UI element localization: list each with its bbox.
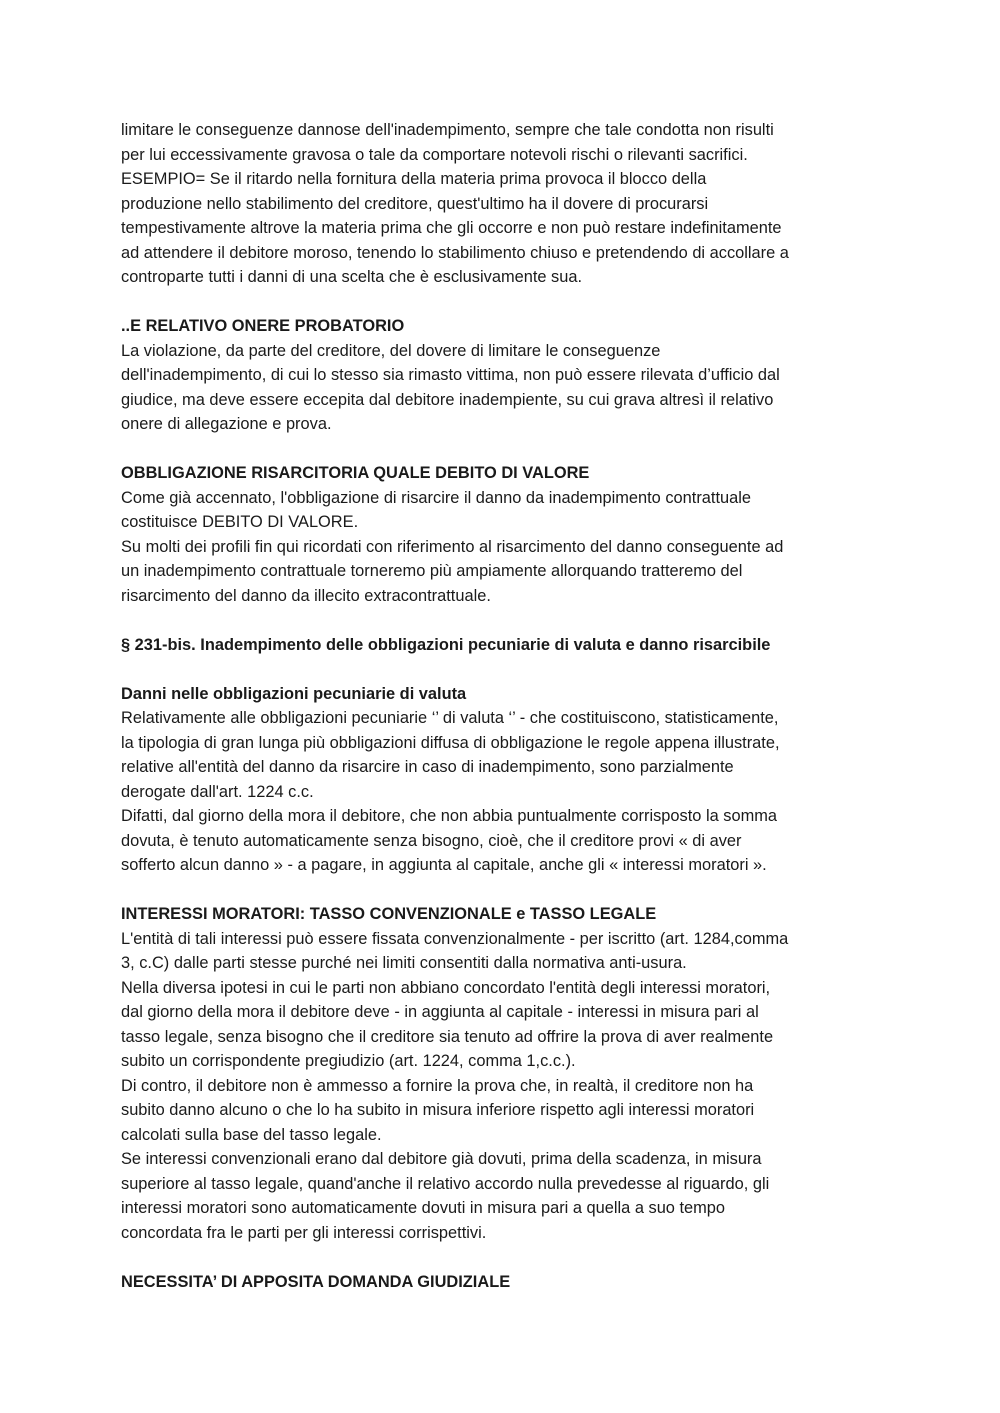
body-text-line: onere di allegazione e prova. [121, 415, 332, 433]
section-heading: § 231-bis. Inadempimento delle obbligazioni pecuniarie di valuta e danno risarcibile [121, 635, 771, 654]
body-text-line: calcolati sulla base del tasso legale. [121, 1125, 382, 1144]
body-text-line: derogate dall'art. 1224 c.c. [121, 782, 314, 801]
body-text-line: tasso legale, senza bisogno che il creditore sia tenuto ad offrire la prova di aver realmente [121, 1027, 774, 1046]
paragraph-gap [121, 290, 891, 315]
body-text-line: dell'inadempimento, di cui lo stesso sia rimasto vittima, non può essere rilevata d’ufficio dal [121, 366, 780, 384]
body-text-line: giudice, ma deve essere eccepita dal debitore inadempiente, su cui grava altresì il relativo [121, 390, 774, 409]
section-heading: INTERESSI MORATORI: TASSO CONVENZIONALE e TASSO LEGALE [121, 905, 657, 923]
paragraph-gap [121, 1245, 891, 1270]
body-text-line: controparte tutti i danni di una scelta che è esclusivamente sua. [121, 268, 583, 286]
body-text-line: Di contro, il debitore non è ammesso a fornire la prova che, in realtà, il creditore non ha [121, 1076, 754, 1095]
body-text-line: Difatti, dal giorno della mora il debitore, che non abbia puntualmente corrisposto la somma [121, 807, 777, 825]
body-text-line: limitare le conseguenze dannose dell'inadempimento, sempre che tale condotta non risulti [121, 121, 774, 139]
paragraph-gap [121, 437, 891, 462]
body-text-line: ad attendere il debitore moroso, tenendo lo stabilimento chiuso e pretendendo di accollare a [121, 243, 789, 262]
body-text-line: dovuta, è tenuto automaticamente senza bisogno, cioè, che il creditore provi « di aver [121, 831, 742, 850]
body-text-line: un inadempimento contrattuale torneremo più ampiamente allorquando tratteremo del [121, 562, 743, 580]
body-text-line: produzione nello stabilimento del creditore, quest'ultimo ha il dovere di procurarsi [121, 194, 709, 213]
body-text-line: dal giorno della mora il debitore deve - in aggiunta al capitale - interessi in misura pari al [121, 1003, 759, 1021]
section-heading: NECESSITA’ DI APPOSITA DOMANDA GIUDIZIALE [121, 1272, 511, 1291]
paragraph-gap [121, 878, 891, 903]
body-text-line: Relativamente alle obbligazioni pecuniarie ‘’ di valuta ‘’ - che costituiscono, statisticamente, [121, 709, 779, 727]
paragraph-gap [121, 608, 891, 633]
body-text-line: Se interessi convenzionali erano dal debitore già dovuti, prima della scadenza, in misura [121, 1150, 762, 1168]
document-page [121, 118, 891, 1294]
body-text-line: per lui eccessivamente gravosa o tale da comportare notevoli rischi o rilevanti sacrifici. [121, 145, 748, 164]
body-text-line: Nella diversa ipotesi in cui le parti non abbiano concordato l'entità degli interessi moratori, [121, 978, 771, 997]
body-text-line: ESEMPIO= Se il ritardo nella fornitura della materia prima provoca il blocco della [121, 170, 707, 188]
body-text-line: superiore al tasso legale, quand'anche il relativo accordo nulla prevedesse al riguardo, gli [121, 1174, 770, 1193]
section-heading: Danni nelle obbligazioni pecuniarie di valuta [121, 684, 467, 703]
body-text-line: La violazione, da parte del creditore, del dovere di limitare le conseguenze [121, 341, 661, 360]
body-text-line: L'entità di tali interessi può essere fissata convenzionalmente - per iscritto (art. 1284,comma [121, 929, 789, 948]
body-text-line: relative all'entità del danno da risarcire in caso di inadempimento, sono parzialmente [121, 758, 734, 776]
body-text-line: tempestivamente altrove la materia prima che gli occorre e non può restare indefinitamente [121, 219, 782, 237]
body-text-line: subito un corrispondente pregiudizio (art. 1224, comma 1,c.c.). [121, 1052, 576, 1070]
paragraph-gap [121, 657, 891, 682]
body-text-line: sofferto alcun danno » - a pagare, in aggiunta al capitale, anche gli « interessi moratori ». [121, 856, 767, 874]
body-text-line: risarcimento del danno da illecito extracontrattuale. [121, 586, 491, 605]
body-text-line: interessi moratori sono automaticamente dovuti in misura pari a quella a suo tempo [121, 1199, 726, 1217]
body-text-line: la tipologia di gran lunga più obbligazioni diffusa di obbligazione le regole appena illustrate, [121, 733, 780, 752]
body-text-line: 3, c.C) dalle parti stesse purché nei limiti consentiti dalla normativa anti-usura. [121, 954, 687, 972]
body-text-line: subito danno alcuno o che lo ha subito in misura inferiore rispetto agli interessi moratori [121, 1101, 755, 1119]
section-heading: OBBLIGAZIONE RISARCITORIA QUALE DEBITO DI VALORE [121, 464, 590, 482]
body-text-line: concordata fra le parti per gli interessi corrispettivi. [121, 1223, 487, 1242]
body-text-line: Su molti dei profili fin qui ricordati con riferimento al risarcimento del danno conseguente ad [121, 537, 784, 556]
section-heading: ..E RELATIVO ONERE PROBATORIO [121, 317, 405, 335]
body-text-line: costituisce DEBITO DI VALORE. [121, 513, 359, 531]
body-text-line: Come già accennato, l'obbligazione di risarcire il danno da inadempimento contrattuale [121, 488, 751, 507]
